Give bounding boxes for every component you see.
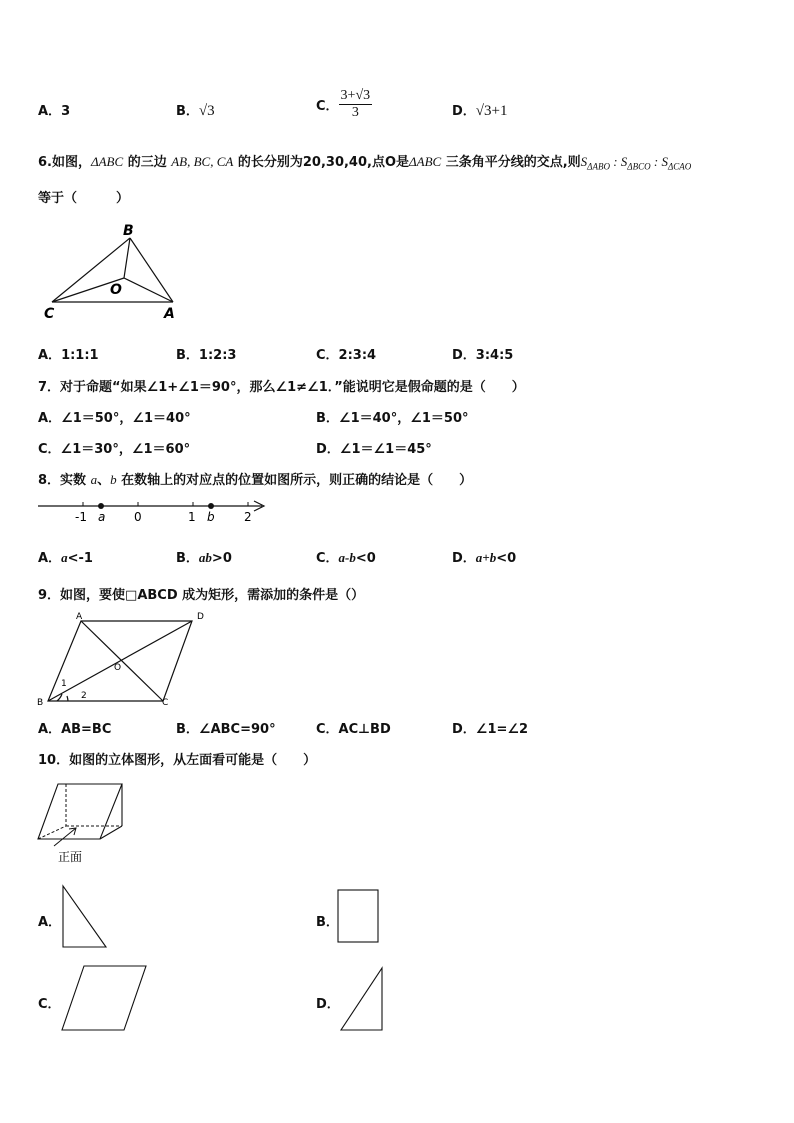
q7-option-c[interactable] (38, 438, 190, 457)
q8-option-b[interactable] (176, 547, 232, 566)
q5-option-c-numerator: 3+√3 (340, 88, 371, 103)
q7-option-b-value: ∠1＝40°，∠1＝50° (338, 411, 469, 426)
q9-option-a-label: A． (38, 722, 62, 737)
q8-var-b: b (110, 472, 117, 487)
q9-parallelogram-figure (34, 610, 214, 710)
q6-option-c[interactable] (316, 344, 376, 363)
q5-option-a[interactable] (38, 100, 70, 119)
q9-option-a-value: AB=BC (61, 722, 112, 737)
q9-label-b: B (37, 698, 44, 708)
q10-option-d[interactable] (316, 993, 340, 1012)
q9-option-d-value: ∠1=∠2 (475, 722, 529, 737)
q5-option-b-value: √3 (198, 103, 215, 119)
q9-label-c: C (162, 698, 169, 708)
q6-option-d-label: D． (452, 348, 476, 363)
q10-option-b-shape[interactable] (336, 888, 382, 946)
q10-option-b-label: B． (316, 915, 339, 930)
q9-label-o: O (114, 663, 122, 673)
q5-option-d[interactable] (452, 100, 508, 120)
q9-option-a[interactable] (38, 718, 111, 737)
q6-option-d-value: 3:4:5 (475, 348, 514, 363)
q6-number: 6.如图， (38, 155, 91, 170)
q6-triangle: ΔABC (90, 154, 124, 169)
q6-option-d[interactable] (452, 344, 513, 363)
q9-label-d: D (197, 612, 204, 622)
q9-option-d-label: D． (452, 722, 476, 737)
q8-option-d-label: D． (452, 551, 476, 566)
q8-option-c[interactable] (316, 547, 376, 566)
q8-sep: 、 (97, 473, 111, 488)
q7-option-b[interactable] (316, 407, 469, 426)
q6-sub1: ΔABO (587, 161, 610, 172)
q7-option-a[interactable] (38, 407, 191, 426)
q10-option-a[interactable] (38, 911, 61, 930)
q7-option-b-label: B． (316, 411, 339, 426)
q5-option-a-value: 3 (61, 104, 71, 119)
q6-label-a: A (164, 306, 175, 322)
q6-stem (38, 151, 691, 172)
q10-option-d-label: D． (316, 997, 340, 1012)
q6-option-b-label: B． (176, 348, 199, 363)
q5-option-c-label: C． (316, 99, 339, 114)
q6-label-c: C (44, 306, 55, 322)
q8-option-c-tail: <0 (355, 551, 376, 566)
q6-sub3: ΔCAO (667, 161, 692, 172)
q6-s3: S (661, 154, 668, 169)
q8-option-d[interactable] (452, 547, 516, 566)
q10-stem: 10．如图的立体图形，从左面看可能是（ ） (38, 753, 317, 768)
q8-number-line (38, 496, 270, 530)
q9-option-c-label: C． (316, 722, 339, 737)
q8-option-a-expr: a (61, 550, 68, 565)
q9-option-b-label: B． (176, 722, 199, 737)
q9-label-a: A (76, 612, 83, 622)
q6-text3: 三条角平分线的交点,则 (441, 155, 581, 170)
q6-option-c-label: C． (316, 348, 339, 363)
q9-option-b-value: ∠ABC=90° (198, 722, 276, 737)
q6-sub2: ΔBCO (627, 161, 651, 172)
q9-option-c[interactable] (316, 718, 391, 737)
q8-stem-post: 在数轴上的对应点的位置如图所示，则正确的结论是（ ） (116, 473, 473, 488)
q7-option-a-label: A． (38, 411, 62, 426)
q8-tick-1: 1 (188, 510, 196, 524)
q8-option-a-tail: <-1 (67, 551, 93, 566)
q5-option-d-value: √3+1 (475, 103, 508, 119)
q7-option-d[interactable] (316, 438, 432, 457)
q9-option-d[interactable] (452, 718, 528, 737)
q7-option-c-value: ∠1＝30°，∠1＝60° (60, 442, 191, 457)
q8-option-c-expr: a-b (338, 550, 356, 565)
q8-option-a-label: A． (38, 551, 62, 566)
q6-s2: S (620, 154, 628, 169)
q5-option-b[interactable] (176, 100, 215, 120)
q10-option-c-shape[interactable] (60, 964, 150, 1034)
q6-sides: AB, BC, CA (171, 154, 234, 169)
q8-var-a: a (90, 472, 98, 487)
q8-option-d-expr: a+b (475, 550, 497, 565)
q8-option-d-tail: <0 (496, 551, 517, 566)
q8-option-a[interactable] (38, 547, 93, 566)
q6-sep2: : (650, 154, 662, 169)
q5-option-d-label: D． (452, 104, 476, 119)
q10-option-a-label: A． (38, 915, 62, 930)
q10-option-d-shape[interactable] (338, 966, 388, 1034)
q8-option-b-label: B． (176, 551, 199, 566)
q9-label-angle1: 1 (61, 679, 67, 689)
q5-option-c-denominator: 3 (351, 105, 359, 120)
q8-stem (38, 469, 472, 488)
q6-option-c-value: 2:3:4 (338, 348, 377, 363)
q7-option-d-value: ∠1＝∠1＝45° (339, 442, 432, 457)
q6-ratio (580, 154, 692, 172)
q8-tick-b: b (207, 510, 215, 524)
q10-front-label: 正面 (58, 850, 83, 864)
q7-option-d-label: D． (316, 442, 340, 457)
q8-tick-neg1: -1 (75, 510, 87, 524)
q9-option-b[interactable] (176, 718, 276, 737)
q6-text2: 的长分别为20,30,40,点O是 (233, 155, 410, 170)
q10-option-c-label: C． (38, 997, 61, 1012)
q10-option-c[interactable] (38, 993, 61, 1012)
q6-option-b[interactable] (176, 344, 236, 363)
q8-tick-a: a (98, 510, 106, 524)
q6-option-b-value: 1:2:3 (198, 348, 237, 363)
q6-s1: S (580, 154, 588, 169)
q6-option-a-value: 1:1:1 (61, 348, 99, 363)
q8-tick-2: 2 (244, 510, 252, 524)
q6-sep1: : (609, 154, 621, 169)
q10-option-a-shape[interactable] (60, 884, 110, 950)
q6-option-a[interactable] (38, 344, 99, 363)
q6-stem-line2: 等于（ ） (38, 191, 130, 206)
q6-text1: 的三边 (123, 155, 172, 170)
q10-solid-figure (36, 780, 136, 866)
q8-option-b-expr: ab (198, 550, 212, 565)
q6-triangle-2: ΔABC (409, 154, 442, 169)
q7-option-a-value: ∠1＝50°，∠1＝40° (61, 411, 191, 426)
q8-tick-0: 0 (134, 510, 142, 524)
q6-option-a-label: A． (38, 348, 62, 363)
q7-stem: 7．对于命题“如果∠1+∠1＝90°，那么∠1≠∠1．”能说明它是假命题的是（ ） (38, 380, 525, 395)
q6-label-o: O (110, 282, 122, 298)
q5-option-c[interactable] (316, 88, 372, 121)
q7-option-c-label: C． (38, 442, 61, 457)
q5-option-a-label: A． (38, 104, 62, 119)
q5-option-b-label: B． (176, 104, 199, 119)
q8-option-c-label: C． (316, 551, 339, 566)
q8-stem-pre: 8．实数 (38, 473, 91, 488)
q6-label-b: B (123, 223, 134, 239)
q9-option-c-value: AC⊥BD (338, 722, 391, 737)
q6-triangle-figure (40, 222, 190, 322)
q5-option-c-fraction (339, 88, 373, 121)
q9-stem: 9．如图，要使□ABCD 成为矩形，需添加的条件是（） (38, 588, 365, 603)
q9-label-angle2: 2 (81, 691, 87, 701)
q8-option-b-tail: >0 (211, 551, 232, 566)
